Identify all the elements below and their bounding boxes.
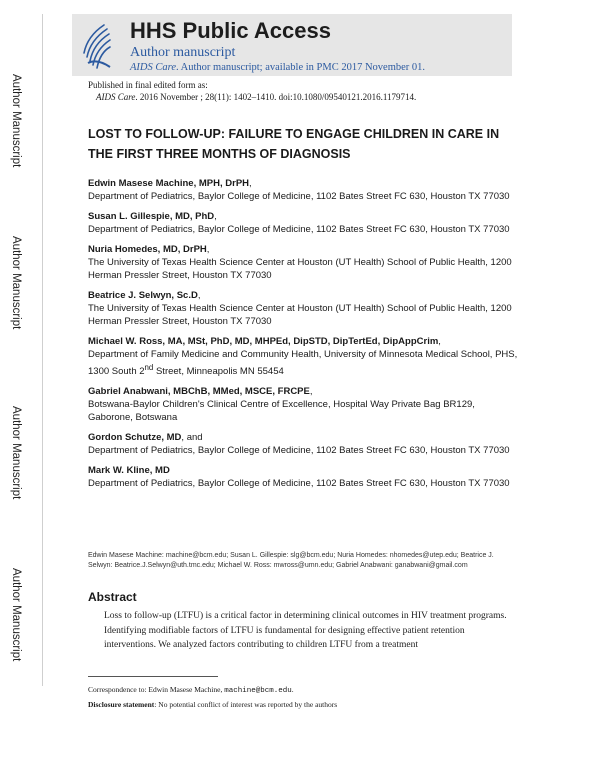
published-label: Published in final edited form as:: [88, 80, 208, 90]
hhs-public-access-title: HHS Public Access: [130, 18, 331, 43]
author-affiliation: Botswana-Baylor Children's Clinical Centre of Excellence, Hospital Way Private Bag BR129, Gaborone, Botswana: [88, 399, 475, 424]
author-name: Gordon Schutze, MD: [88, 432, 182, 444]
author-affiliation: Department of Pediatrics, Baylor College of Medicine, 1102 Bates Street FC 630, Houston TX 77030: [88, 478, 510, 490]
author-entry: [88, 464, 518, 490]
footnote-divider: [88, 676, 218, 677]
author-manuscript-label: Author manuscript: [130, 45, 236, 60]
author-affiliation: [88, 348, 518, 378]
author-suffix: ,: [214, 211, 217, 222]
author-emails: Edwin Masese Machine: machine@bcm.edu; Susan L. Gillespie: slg@bcm.edu; Nuria Homedes: nhomedes@utep.edu; Beatrice J. Selwyn: Beatrice.J.Selwyn@uth.tmc.edu; Michael W. Ross: mwross@umn.edu; Gabriel Anabwani: ganabwani@gmail.com: [88, 552, 494, 569]
author-name: Gabriel Anabwani, MBChB, MMed, MSCE, FRCPE: [88, 386, 310, 398]
disclosure-note: [88, 698, 518, 711]
author-entry: [88, 385, 518, 424]
publication-info: [88, 79, 416, 103]
correspondence-note: [88, 683, 518, 698]
correspondence-label: Correspondence to: Edwin Masese Machine,: [88, 685, 225, 694]
publication-details: . 2016 November ; 28(11): 1402–1410. doi:10.1080/09540121.2016.1179714.: [135, 92, 417, 102]
disclosure-label: Disclosure statement: [88, 700, 155, 709]
abstract-body: Loss to follow-up (LTFU) is a critical factor in determining clinical outcomes in HIV treatment programs. Identifying modifiable factors of LTFU is fundamental for designing effective patient retention interventions. We analyzed factors contributing to children LTFU from a treatment: [104, 611, 507, 650]
author-affiliation: Department of Pediatrics, Baylor College of Medicine, 1102 Bates Street FC 630, Houston TX 77030: [88, 191, 510, 202]
author-entry: [88, 177, 518, 203]
author-suffix: ,: [197, 290, 201, 301]
side-label-author-manuscript: Author Manuscript: [10, 236, 22, 330]
author-affiliation: Department of Pediatrics, Baylor College of Medicine, 1102 Bates Street FC 630, Houston TX 77030: [88, 224, 510, 235]
author-name: Mark W. Kline, MD: [88, 465, 170, 477]
author-entry: [88, 335, 518, 378]
author-suffix: , and: [181, 432, 203, 444]
hhs-header-banner: [72, 14, 512, 76]
abstract-heading: Abstract: [88, 590, 137, 604]
author-list: [88, 177, 518, 497]
author-suffix: ,: [309, 386, 313, 398]
author-entry: [88, 289, 518, 328]
author-name: Susan L. Gillespie, MD, PhD: [88, 211, 215, 222]
hhs-eagle-logo-icon: [80, 19, 112, 71]
author-name: Michael W. Ross, MA, MSt, PhD, MD, MHPEd, DipSTD, DipTertEd, DipAppCrim: [88, 336, 439, 347]
availability-line: [130, 61, 425, 75]
journal-name: AIDS Care: [130, 62, 176, 73]
author-entry: [88, 431, 518, 457]
correspondence-email: machine@bcm.edu: [224, 687, 292, 695]
affiliation-text: Department of Family Medicine and Community Health, University of Minnesota Medical School, PHS, 1300 South 2: [88, 349, 518, 378]
author-suffix: ,: [249, 178, 252, 189]
footnotes: [88, 683, 518, 711]
availability-text: . Author manuscript; available in PMC 2017 November 01.: [175, 62, 426, 73]
ordinal-suffix: nd: [144, 363, 154, 372]
author-suffix: ,: [206, 244, 210, 255]
journal-name: AIDS Care: [96, 92, 136, 102]
article-title: LOST TO FOLLOW-UP: FAILURE TO ENGAGE CHILDREN IN CARE IN THE FIRST THREE MONTHS OF DIAGNOSIS: [88, 127, 500, 161]
author-entry: [88, 243, 518, 282]
disclosure-text: : No potential conflict of interest was reported by the authors: [154, 700, 338, 709]
author-affiliation: The University of Texas Health Science Center at Houston (UT Health) School of Public Health, 1200 Herman Pressler Street, Houston TX 77030: [88, 257, 512, 281]
side-label-author-manuscript: Author Manuscript: [10, 568, 22, 662]
correspondence-end: .: [291, 685, 294, 694]
author-name: Nuria Homedes, MD, DrPH: [88, 244, 207, 255]
margin-divider: [42, 14, 43, 686]
affiliation-text: Street, Minneapolis MN 55454: [153, 366, 284, 378]
author-affiliation: The University of Texas Health Science Center at Houston (UT Health) School of Public Health, 1200 Herman Pressler Street, Houston TX 77030: [88, 303, 512, 327]
author-name: Edwin Masese Machine, MPH, DrPH: [88, 178, 250, 189]
author-entry: [88, 210, 518, 236]
author-name: Beatrice J. Selwyn, Sc.D: [88, 290, 198, 301]
side-label-author-manuscript: Author Manuscript: [10, 74, 22, 168]
side-label-author-manuscript: Author Manuscript: [10, 406, 22, 500]
author-suffix: ,: [438, 336, 441, 347]
author-affiliation: Department of Pediatrics, Baylor College of Medicine, 1102 Bates Street FC 630, Houston TX 77030: [88, 445, 510, 457]
